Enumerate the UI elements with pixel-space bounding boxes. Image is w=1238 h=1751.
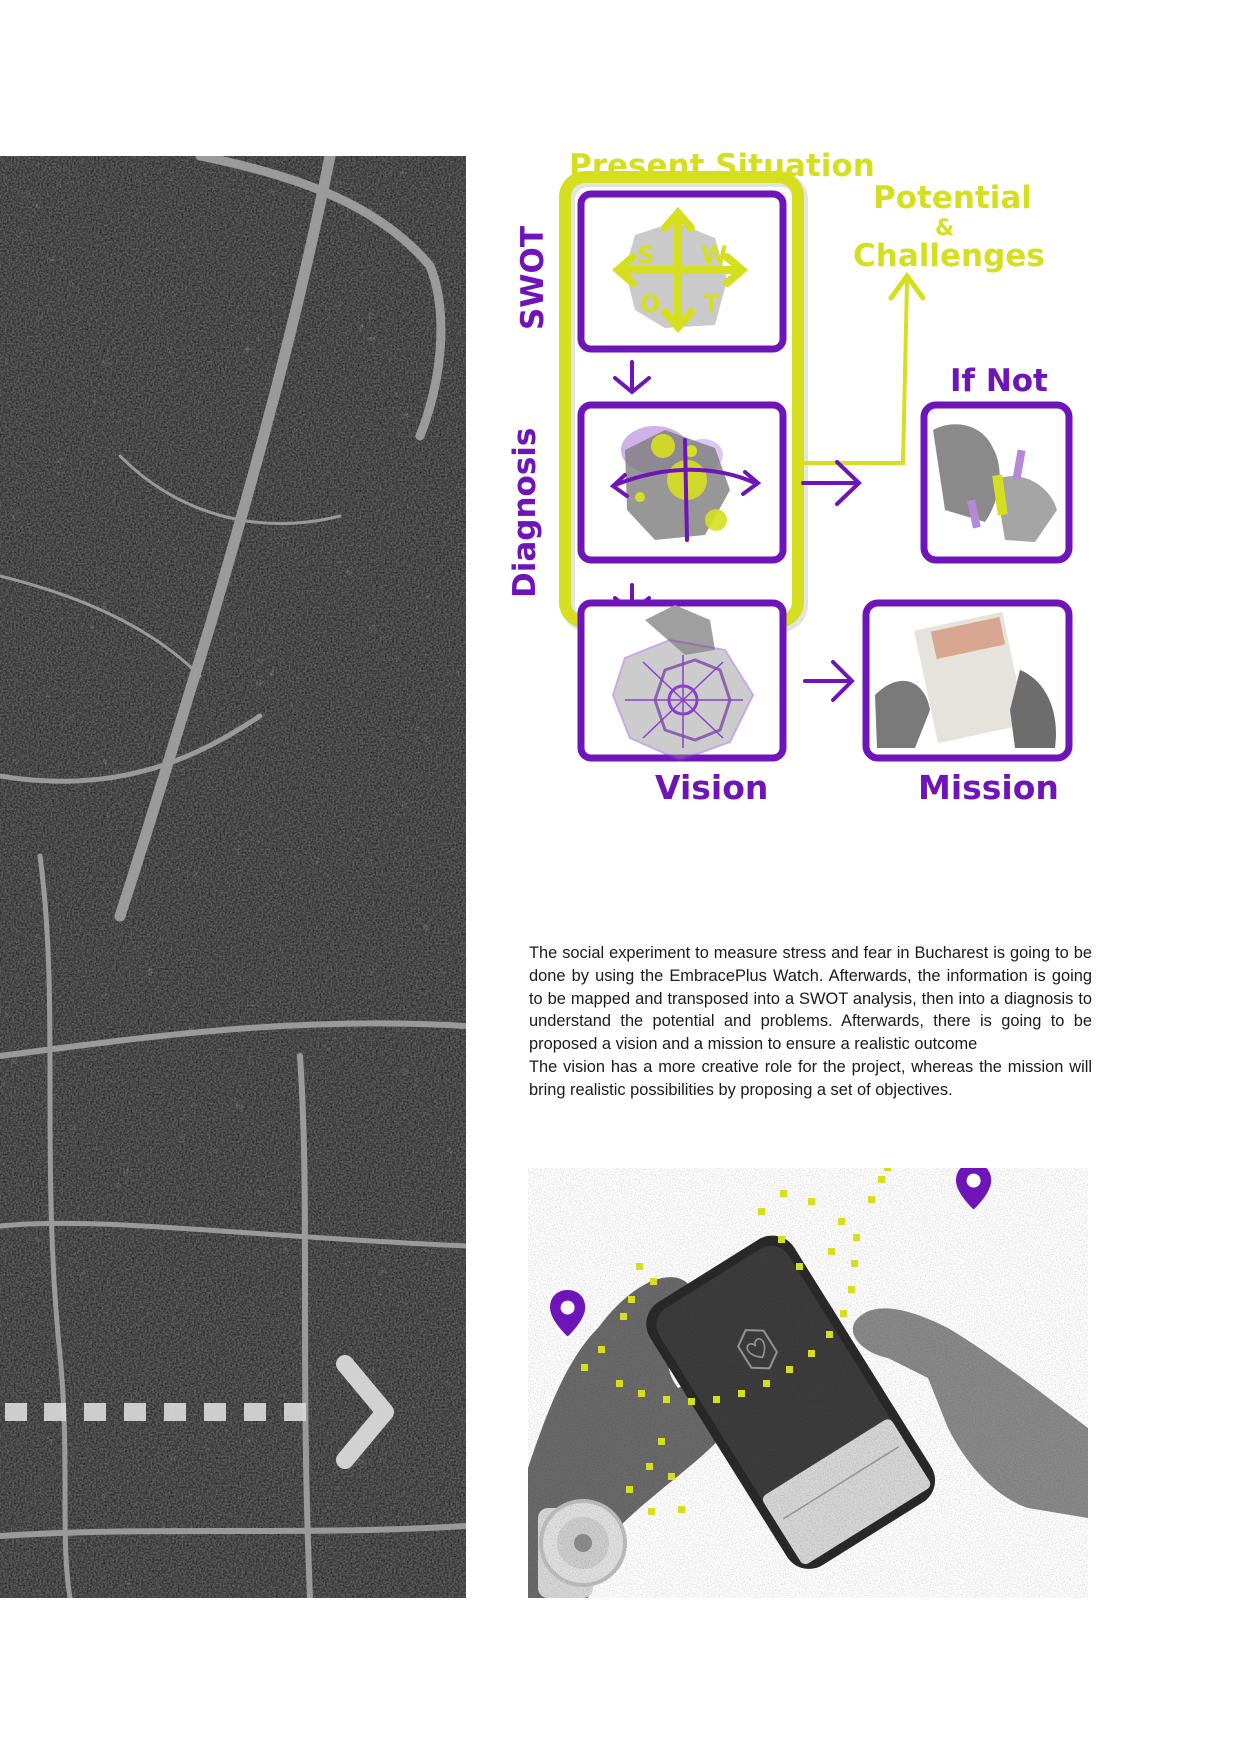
swot-letter-o: O <box>640 290 661 318</box>
phone-watch-illustration <box>528 1168 1088 1598</box>
swot-letter-s: S <box>637 241 655 269</box>
description-paragraph-2: The vision has a more creative role for the project, whereas the mission will bring realistic possibilities by proposing a set of objectives. <box>529 1057 1092 1099</box>
mission-title: Mission <box>918 768 1059 807</box>
present-situation-title: Present Situation <box>569 148 875 184</box>
swot-letter-t: T <box>703 290 720 318</box>
right-arrow-icon-2 <box>805 662 852 700</box>
if-not-title: If Not <box>950 363 1048 399</box>
swot-process-diagram <box>507 148 1085 890</box>
ampersand-label: & <box>935 216 955 241</box>
down-arrow-icon <box>615 362 649 392</box>
potential-connector <box>798 280 907 463</box>
swot-letter-w: W <box>701 241 728 269</box>
swot-label: SWOT <box>515 225 552 331</box>
challenges-title: Challenges <box>853 238 1045 274</box>
description-text <box>529 942 1092 1102</box>
aerial-city-map <box>0 156 466 1598</box>
vision-title: Vision <box>655 768 769 807</box>
description-paragraph-1: The social experiment to measure stress and fear in Bucharest is going to be done by using the EmbracePlus Watch. Afterwards, the information is going to be mapped and transposed into a SWOT analysis, then into a diagnosis to understand the potential and problems. Afterwards, there is going to be proposed a vision and a mission to ensure a realistic outcome <box>529 944 1092 1054</box>
right-arrow-icon <box>803 462 859 504</box>
potential-title: Potential <box>873 180 1032 216</box>
diagnosis-label: Diagnosis <box>507 427 543 598</box>
